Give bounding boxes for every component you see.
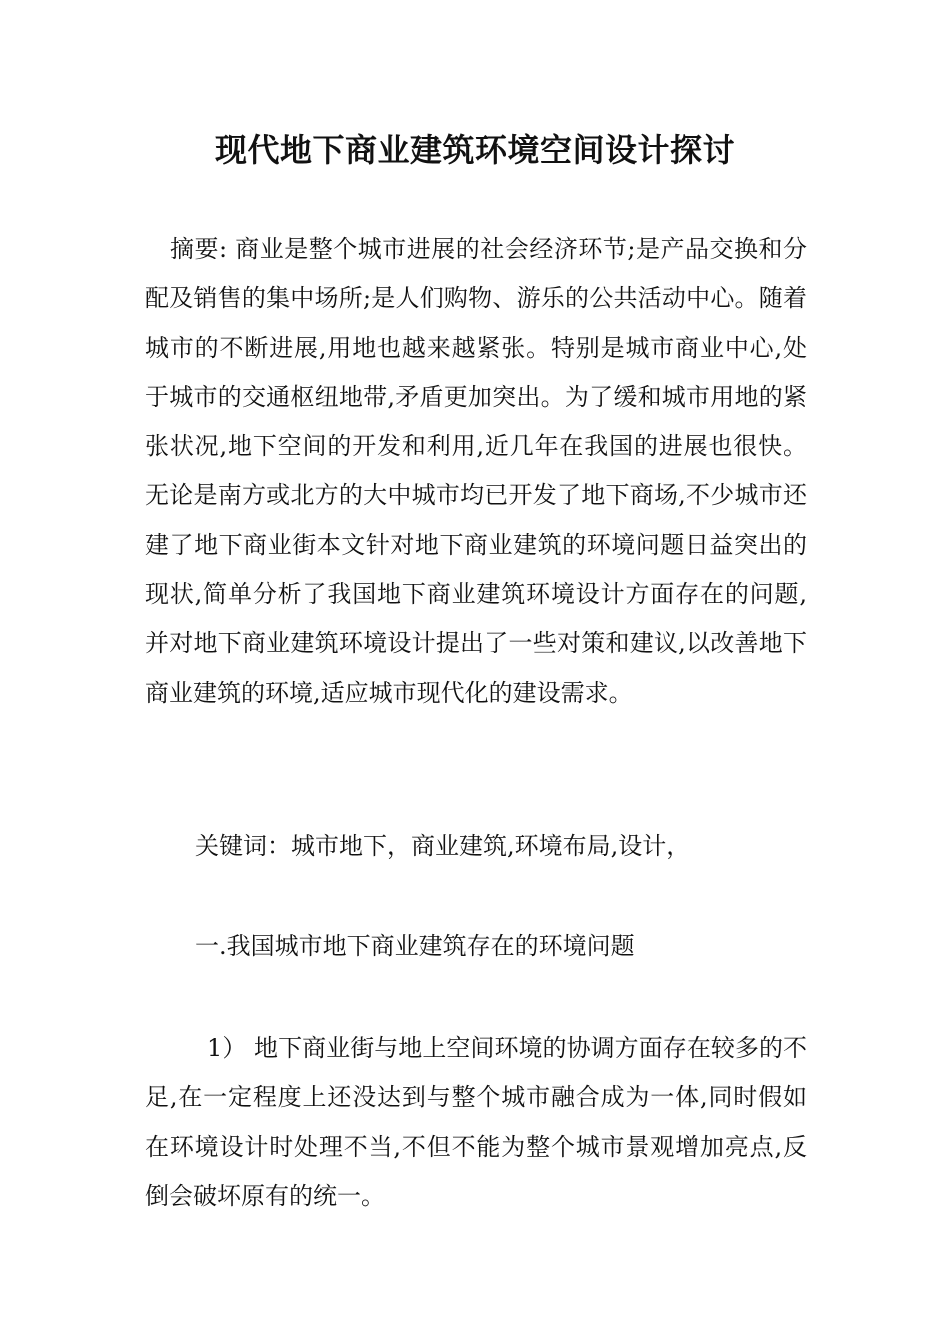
section-heading: 一.我国城市地下商业建筑存在的环境问题 (195, 932, 635, 960)
keywords-line: 关键词：城市地下，商业建筑,环境布局,设计， (195, 832, 691, 860)
list-item-1: 1） 地下商业街与地上空间环境的协调方面存在较多的不足,在一定程度上还没达到与整个城市融合成为一体,同时假如在环境设计时处理不当,不但不能为整个城市景观增加亮点,反倒会破坏原有的统一。 (145, 1034, 807, 1210)
document-title: 现代地下商业建筑环境空间设计探讨 (214, 131, 735, 169)
abstract-paragraph: 摘要: 商业是整个城市进展的社会经济环节;是产品交换和分配及销售的集中场所;是人们购物、游乐的公共活动中心。随着城市的不断进展,用地也越来越紧张。特别是城市商业中心,处于城市的交通枢纽地带,矛盾更加突出。为了缓和城市用地的紧张状况,地下空间的开发和利用,近几年在我国的进展也很快。无论是南方或北方的大中城市均已开发了地下商场,不少城市还建了地下商业街本文针对地下商业建筑的环境问题日益突出的现状,简单分析了我国地下商业建筑环境设计方面存在的问题,并对地下商业建筑环境设计提出了一些对策和建议,以改善地下商业建筑的环境,适应城市现代化的建设需求。 (145, 235, 807, 707)
